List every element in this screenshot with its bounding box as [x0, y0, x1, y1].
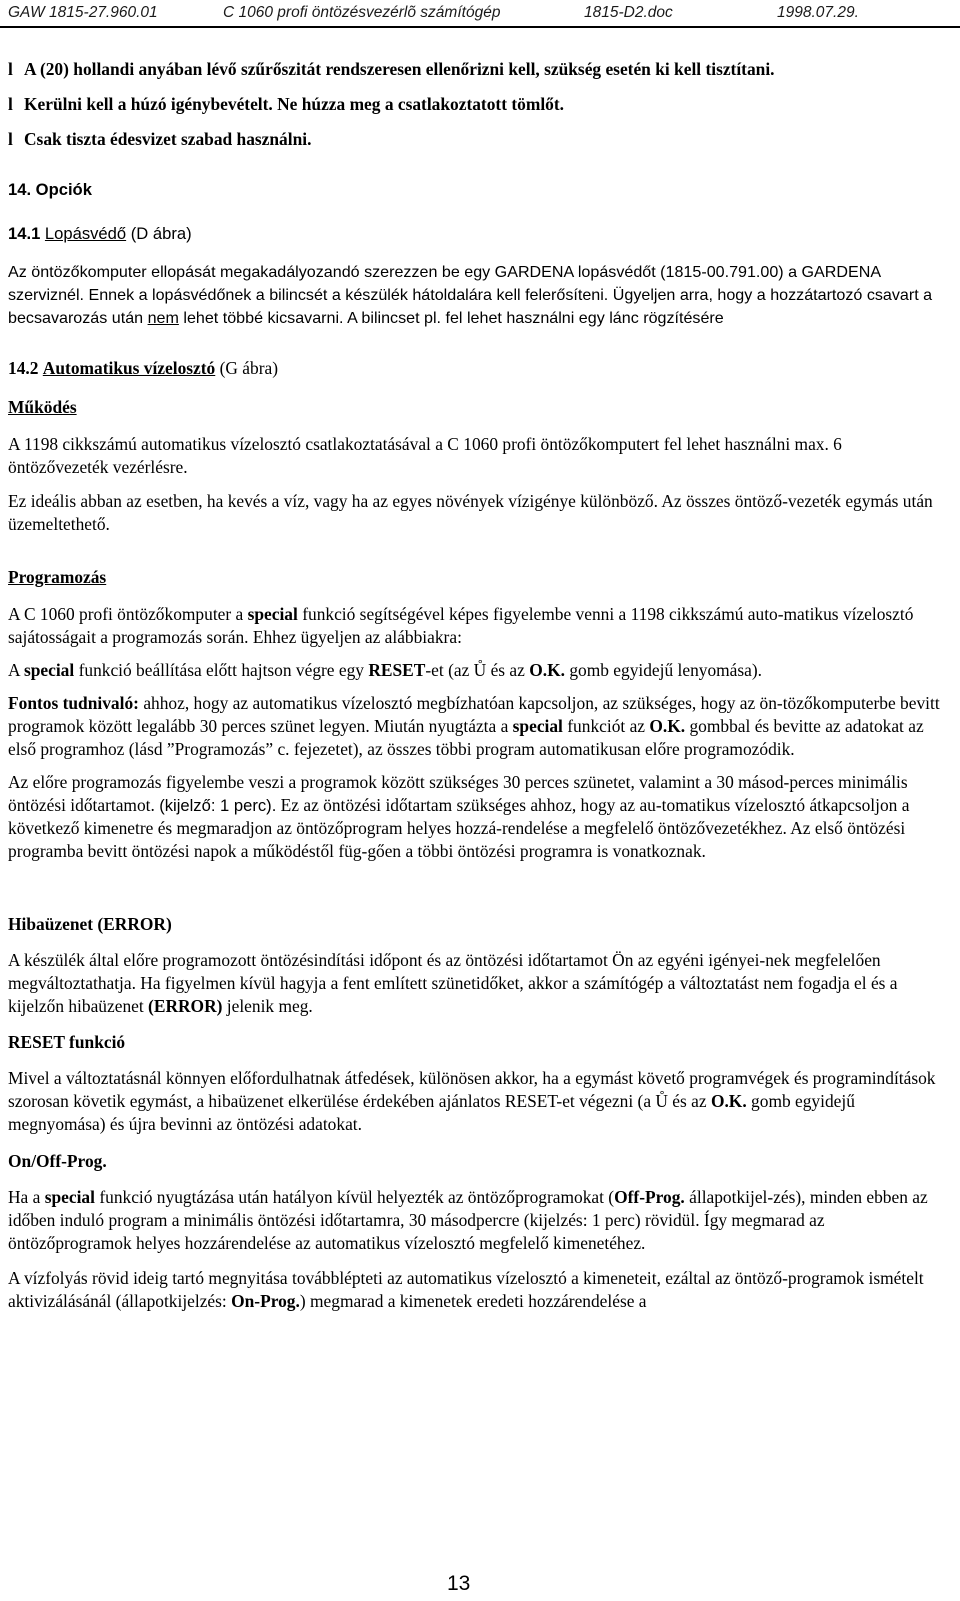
header-file-name: 1815-D2.doc — [584, 4, 673, 21]
bullet-item: l Kerülni kell a húzó igénybevételt. Ne húzza meg a csatlakoztatott tömlőt. — [8, 94, 564, 114]
onoff-paragraph-2: A vízfolyás rövid ideig tartó megnyitása továbblépteti az automatikus vízelosztó a kimeneteit, ezáltal az öntöző-programok ismételt aktivizálásánál (állapotkijelzés: On-Prog.) megmarad a kimenetek eredeti hozzárendelése a — [8, 1268, 924, 1311]
mukodes-paragraph-2: Ez ideális abban az esetben, ha kevés a víz, vagy ha az egyes növények vízigénye különböző. Az összes öntöző-vezeték egymás után üzemeltethető. — [8, 491, 933, 534]
header-date: 1998.07.29. — [777, 4, 859, 21]
programozas-paragraph-3: Fontos tudnivaló: ahhoz, hogy az automatikus vízelosztó megbízhatóan kapcsoljon, az szükséges, hogy az ön-tözőkomputerbe bevitt programok között legalább 30 perces szünet legyen. Miután nyugtázta a special funkciót az O.K. gombbal és bevitte az adatokat az első programhoz (lásd ”Programozás” c. fejezetet), az összes többi program automatikusan előre programozódik. — [8, 693, 940, 759]
bullet-item: l Csak tiszta édesvizet szabad használni. — [8, 129, 312, 149]
reset-paragraph: Mivel a változtatásnál könnyen előfordulhatnak átfedések, különösen akkor, ha a egymást követő programvégek és programindítások szorosan követik egymást, a hibaüzenet elkerülése érdekében ajánlatos RESET-et végezni (a Ů és az O.K. gomb egyidejű megnyomása) és újra bevinni az öntözési adatokat. — [8, 1068, 936, 1134]
document-body — [8, 58, 944, 1313]
error-paragraph: A készülék által előre programozott öntözésindítási időpont és az öntözési időtartamot Ön az egyéni igényei-nek megfelelően megváltoztathatja. Ha figyelmen kívül hagyja a fent említett szünetidőket, akkor a számítógép a változtatást nem fogadja el és a kijelzőn hibaüzenet (ERROR) jelenik meg. — [8, 950, 898, 1016]
onoff-paragraph-1: Ha a special funkció nyugtázása után hatályon kívül helyezték az öntözőprogramokat (Off-Prog. állapotkijel-zés), minden ebben az időben induló program a minimális öntözési időtartamra, 30 másodpercre (kijelzés: 1 perc) rövidül. Így megmarad az öntözőprogramok helyes hozzárendelése az automatikus vízelosztó megfelelő kimenetéhez. — [8, 1187, 928, 1253]
programozas-paragraph-2: A special funkció beállítása előtt hajtson végre egy RESET-et (az Ů és az O.K. gomb egyidejű lenyomása). — [8, 660, 763, 680]
subsection-heading-distributor: 14.2 Automatikus vízelosztó (G ábra) — [8, 358, 279, 378]
header-doc-title: C 1060 profi öntözésvezérlõ számítógép — [223, 4, 501, 21]
programozas-paragraph-4: Az előre programozás figyelembe veszi a programok között szükséges 30 perces szünetet, valamint a 30 másod-perces minimális öntözési időtartamot. (kijelző: 1 perc). Ez az öntözési időtartam szükséges ahhoz, hogy az au-tomatikus vízelosztó átkapcsoljon a következő kimenetre és megmaradjon az öntözőprogram helyes hozzá-rendelése a megfelelő öntözővezetékhez. Az első öntözési programba bevitt öntözési napok a működéstől füg-gően a többi öntözési programra is vonatkoznak. — [8, 772, 910, 861]
reset-key-symbol: Ů — [473, 660, 487, 680]
bullet-item: l A (20) hollandi anyában lévő szűrőszitát rendszeresen ellenőrizni kell, szükség esetén ki kell tisztítani. — [8, 59, 775, 79]
subsection-heading-theft: 14.1 Lopásvédő (D ábra) — [8, 224, 192, 243]
heading-mukodes: Működés — [8, 397, 77, 417]
heading-programozas: Programozás — [8, 567, 107, 587]
page-header — [8, 4, 948, 24]
heading-reset-function: RESET funkció — [8, 1032, 126, 1052]
heading-error: Hibaüzenet (ERROR) — [8, 914, 172, 934]
section-heading-options: 14. Opciók — [8, 180, 92, 199]
programozas-paragraph-1: A C 1060 profi öntözőkomputer a special funkció segítségével képes figyelembe venni a 1198 cikkszámú auto-matikus vízelosztó sajátosságait a programozás során. Ehhez ügyeljen az alábbiakra: — [8, 604, 914, 647]
heading-on-off-prog: On/Off-Prog. — [8, 1151, 107, 1171]
mukodes-paragraph-1: A 1198 cikkszámú automatikus vízelosztó csatlakoztatásával a C 1060 profi öntözőkomputert fel lehet használni max. 6 öntözővezeték vezérlésre. — [8, 434, 842, 477]
theft-paragraph: Az öntözőkomputer ellopását megakadályozandó szerezzen be egy GARDENA lopásvédőt (1815-00.791.00) a GARDENA szerviznél. Ennek a lopásvédőnek a bilincsét a készülék hátoldalára kell felerősíteni. Ügyeljen arra, hogy a hozzátartozó csavart a becsavarozás után nem lehet többé kicsavarni. A bilincset pl. fel lehet használni egy lánc rögzítésére — [8, 263, 933, 327]
header-doc-code: GAW 1815-27.960.01 — [8, 4, 158, 21]
page-number: 13 — [447, 1572, 471, 1595]
header-rule — [0, 26, 960, 28]
